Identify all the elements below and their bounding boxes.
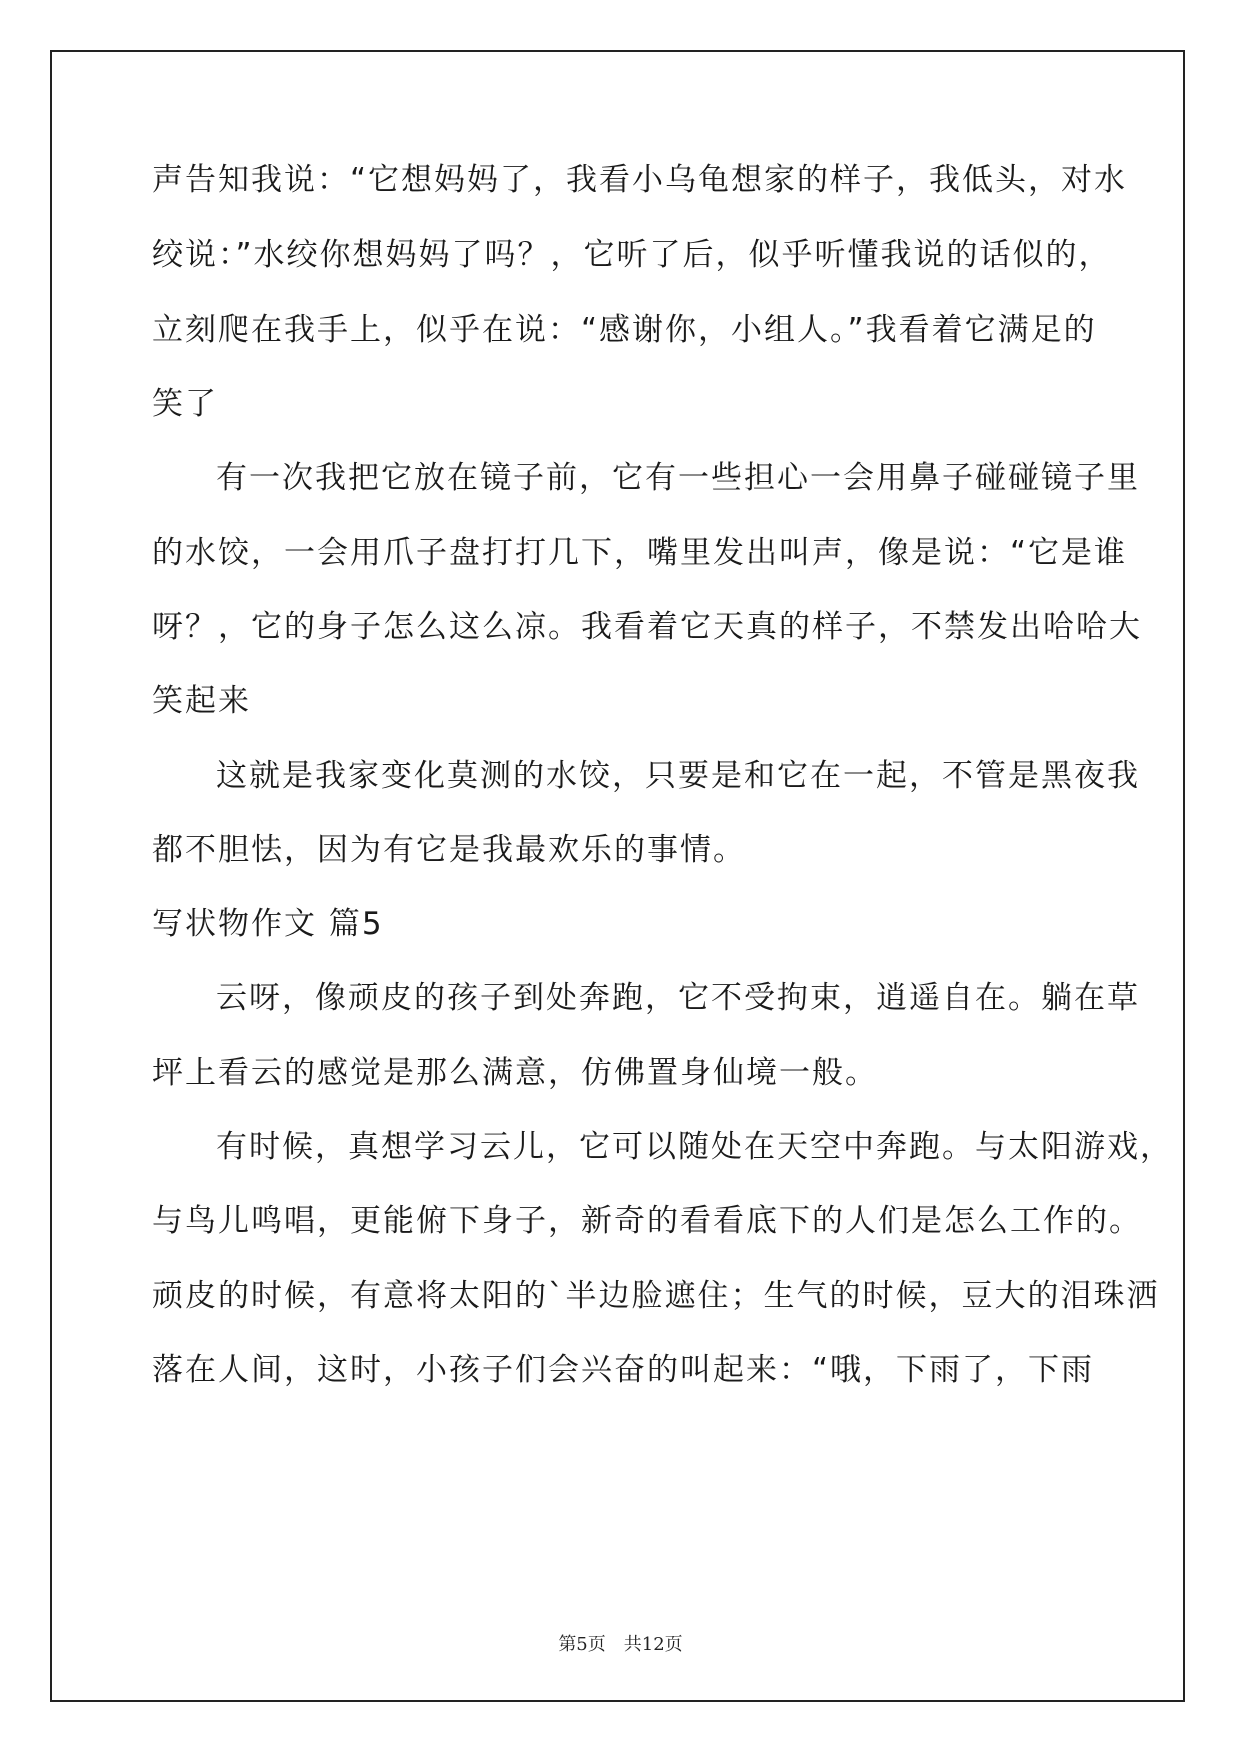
page-number: 第5页: [558, 1634, 606, 1655]
text-line: 的水饺，一会用爪子盘打打几下，嘴里发出叫声，像是说：“它是谁: [152, 535, 1128, 571]
text-line: 坪上看云的感觉是那么满意，仿佛置身仙境一般。: [152, 1055, 878, 1091]
text-line: 声告知我说：“它想妈妈了，我看小乌龟想家的样子，我低头，对水: [152, 162, 1128, 198]
page-border: [50, 50, 1185, 1702]
paragraph-first-line: 有一次我把它放在镜子前，它有一些担心一会用鼻子碰碰镜子里: [216, 460, 1140, 496]
text-line: 落在人间，这时，小孩子们会兴奋的叫起来：“哦，下雨了，下雨: [152, 1352, 1095, 1388]
text-line: 与鸟儿鸣唱，更能俯下身子，新奇的看看底下的人们是怎么工作的。: [152, 1203, 1142, 1239]
section-heading: 写状物作文 篇5: [152, 906, 384, 942]
page-footer: [0, 1633, 1241, 1657]
text-line: 呀？，它的身子怎么这么凉。我看着它天真的样子，不禁发出哈哈大: [152, 609, 1142, 645]
text-line: 都不胆怯，因为有它是我最欢乐的事情。: [152, 832, 746, 868]
text-line: 立刻爬在我手上，似乎在说：“感谢你，小组人。”我看着它满足的: [152, 312, 1097, 348]
text-line: 绞说：”水绞你想妈妈了吗？，它听了后，似乎听懂我说的话似的，: [152, 237, 1112, 273]
paragraph-first-line: 这就是我家变化莫测的水饺，只要是和它在一起，不管是黑夜我: [216, 758, 1140, 794]
text-line: 笑起来: [152, 683, 251, 719]
text-line: 顽皮的时候，有意将太阳的`半边脸遮住；生气的时候，豆大的泪珠洒: [152, 1278, 1160, 1314]
paragraph-first-line: 云呀，像顽皮的孩子到处奔跑，它不受拘束，逍遥自在。躺在草: [216, 980, 1140, 1016]
page-total: 共12页: [623, 1634, 683, 1655]
text-line: 笑了: [152, 386, 218, 422]
paragraph-first-line: 有时候，真想学习云儿，它可以随处在天空中奔跑。与太阳游戏，: [216, 1129, 1173, 1165]
